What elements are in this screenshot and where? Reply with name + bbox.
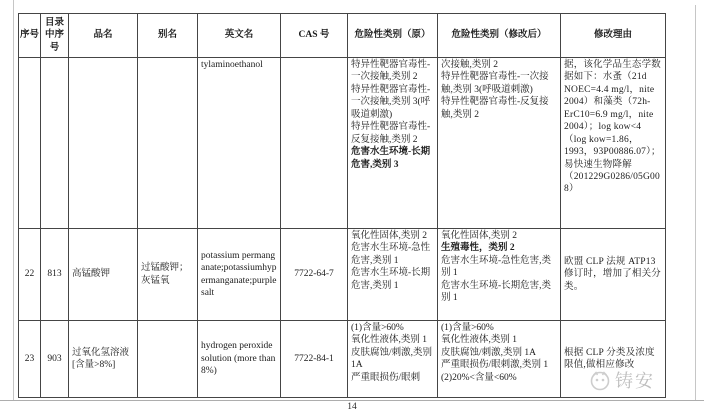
cell-english-name: potassium permanganate;potassiumhypermanganate;purple salt	[198, 229, 281, 321]
cell-seq: 23	[19, 321, 41, 398]
hazard-item: 危害水生环境-长期危害,类别 1	[351, 268, 431, 291]
page-left-edge	[13, 0, 14, 401]
table-row	[19, 321, 666, 398]
header-hazard-revised: 危险性类别（修改后）	[438, 14, 561, 58]
cell-hazard-original	[348, 229, 438, 321]
hazard-item: (1)含量>60%	[441, 323, 494, 333]
cell-alias	[138, 321, 198, 398]
page-bottom-edge	[0, 400, 704, 401]
header-product-name: 品名	[69, 14, 138, 58]
hazard-item: 危害水生环境-长期危害,类别 3	[351, 147, 431, 170]
cell-cas-no: 7722-84-1	[281, 321, 348, 398]
header-english-name: 英文名	[198, 14, 281, 58]
cell-alias: 过锰酸钾；灰锰氧	[138, 229, 198, 321]
cell-cas-no: 7722-64-7	[281, 229, 348, 321]
hazard-item: 氧化性固体,类别 2	[351, 231, 428, 241]
table-row	[19, 229, 666, 321]
cell-product-name: 过氧化氢溶液[含量>8%]	[69, 321, 138, 398]
hazard-item: 危害水生环境-长期危害,类别 1	[441, 280, 552, 304]
cell-hazard-revised	[438, 321, 561, 398]
hazard-item: (1)含量>60%	[351, 323, 404, 333]
watermark-text: 铸安	[615, 371, 655, 391]
cell-english-name: hydrogen peroxide solution (more than 8%)	[198, 321, 281, 398]
page-number: 14	[347, 402, 357, 412]
hazard-classification-table	[18, 13, 666, 398]
cell-hazard-revised	[438, 229, 561, 321]
cell-reason: 根据 CLP 分类及浓度限值,做相应修改	[561, 321, 666, 398]
cell-hazard-original	[348, 321, 438, 398]
cell-english-name: tylaminoethanol	[198, 58, 281, 229]
hazard-item: 特异性靶器官毒性-反复接触,类别 2	[441, 97, 549, 120]
cell-seq	[19, 58, 41, 229]
cell-catalog-no: 813	[41, 229, 69, 321]
hazard-item: 皮肤腐蚀/刺激,类别 1A	[441, 347, 537, 358]
cell-alias	[138, 58, 198, 229]
cell-seq: 22	[19, 229, 41, 321]
cell-catalog-no: 903	[41, 321, 69, 398]
header-catalog-no: 目录中序号	[41, 14, 69, 58]
table-row	[19, 58, 666, 229]
header-hazard-original: 危险性类别（原）	[348, 14, 438, 58]
header-reason: 修改理由	[561, 14, 666, 58]
hazard-item: 皮肤腐蚀/刺激,类别 1A	[351, 347, 433, 371]
hazard-item: 严重眼损伤/眼刺	[351, 372, 421, 383]
cell-product-name: 高锰酸钾	[69, 229, 138, 321]
hazard-item: 特异性靶器官毒性-反复接触,类别 2	[351, 122, 431, 145]
cell-hazard-original	[348, 58, 438, 229]
hazard-item: 特异性靶器官毒性-一次接触,类别 3(呼吸道刺激)	[441, 72, 549, 95]
header-alias: 别名	[138, 14, 198, 58]
header-seq: 序号	[19, 14, 41, 58]
cell-hazard-revised	[438, 58, 561, 229]
table-header-row	[19, 14, 666, 58]
cell-cas-no	[281, 58, 348, 229]
hazard-item: 特异性靶器官毒性-一次接触,类别 2	[351, 60, 431, 83]
header-cas-no: CAS 号	[281, 14, 348, 58]
cell-product-name	[69, 58, 138, 229]
hazard-item: 严重眼损伤/眼刺激,类别 1	[441, 360, 549, 371]
cell-reason: 据，该化学品生态学数据如下：水蚤（21d NOEC=4.4 mg/l，nite 2004）和藻类（72h-ErC10=6.9 mg/l，nite 2004）；log kow<4（log kow=1.86，1993，93P00886.07）；易快速生物降解（201229G0286/05G008）	[561, 58, 666, 229]
hazard-item: 生殖毒性，类别 2	[441, 243, 515, 254]
hazard-item: 氧化性液体,类别 1	[441, 335, 518, 346]
hazard-item: 特异性靶器官毒性-一次接触,类别 3(呼吸道刺激)	[351, 84, 431, 120]
hazard-item: 氧化性液体,类别 1	[351, 335, 428, 346]
cell-reason: 欧盟 CLP 法规 ATP13 修订时，增加了相关分类。	[561, 229, 666, 321]
hazard-item: 危害水生环境-急性危害,类别 1	[441, 255, 552, 279]
hazard-item: 次接触,类别 2	[441, 60, 499, 70]
hazard-item: 氧化性固体,类别 2	[441, 231, 518, 241]
hazard-item: 危害水生环境-急性危害,类别 1	[351, 243, 431, 266]
hazard-item: (2)20%<含量<60%	[441, 372, 517, 383]
page-right-edge	[695, 5, 696, 401]
cell-catalog-no	[41, 58, 69, 229]
